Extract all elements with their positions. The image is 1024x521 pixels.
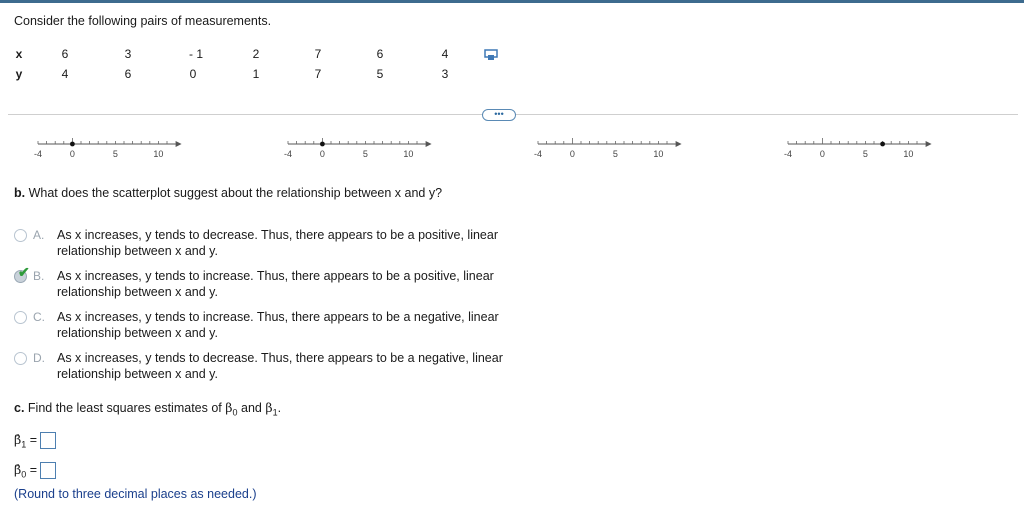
beta0-answer-input[interactable] xyxy=(40,462,56,479)
x-value: 4 xyxy=(441,47,449,61)
rounding-hint: (Round to three decimal places as needed.) xyxy=(14,487,257,501)
tick-label: 10 xyxy=(653,149,664,159)
tick-label: -4 xyxy=(533,149,543,159)
tick-label: 0 xyxy=(569,149,575,159)
option-c-letter: C. xyxy=(33,310,45,324)
option-d[interactable] xyxy=(14,350,534,384)
arrow-head-icon xyxy=(676,141,682,147)
option-a-line2: relationship between x and y. xyxy=(57,244,218,258)
tick-label: 5 xyxy=(612,149,618,159)
y-value: 1 xyxy=(252,67,260,81)
and-text: and xyxy=(241,401,262,415)
beta-symbol: β xyxy=(225,400,233,415)
tick-label: 10 xyxy=(903,149,914,159)
data-point xyxy=(880,142,885,147)
beta-hat-symbol: β̂ xyxy=(14,462,22,477)
option-b-text xyxy=(57,268,527,300)
question-b-prefix: b. xyxy=(14,186,26,200)
beta0-answer-row xyxy=(14,462,56,482)
option-b-line2: relationship between x and y. xyxy=(57,285,218,299)
x-value: - 1 xyxy=(188,47,203,61)
option-a-letter: A. xyxy=(33,228,45,242)
scatterplot-option-c[interactable] xyxy=(530,134,664,160)
tick-label: -4 xyxy=(283,149,293,159)
y-value: 0 xyxy=(189,67,197,81)
tick-label: 10 xyxy=(403,149,414,159)
scatterplot-option-d[interactable] xyxy=(780,134,914,160)
tick-label: 5 xyxy=(362,149,368,159)
tick-label: 5 xyxy=(862,149,868,159)
data-point xyxy=(320,142,325,147)
beta1-answer-input[interactable] xyxy=(40,432,56,449)
x-value: 3 xyxy=(124,47,132,61)
beta-subscript: 0 xyxy=(21,469,27,480)
y-row-label: y xyxy=(15,67,23,81)
radio-c[interactable] xyxy=(14,311,27,324)
beta1-answer-row xyxy=(14,432,56,452)
option-b-line1: As x increases, y tends to increase. Thus, there appears to be a positive, linear xyxy=(57,269,494,283)
option-b[interactable] xyxy=(14,264,534,302)
question-b-text: What does the scatterplot suggest about the relationship between x and y? xyxy=(28,186,443,200)
radio-a[interactable] xyxy=(14,229,27,242)
expand-more-button[interactable]: ••• xyxy=(482,109,516,121)
y-value: 7 xyxy=(314,67,322,81)
copy-data-icon[interactable] xyxy=(484,49,498,61)
tick-label: -4 xyxy=(33,149,43,159)
equals-sign: = xyxy=(29,433,38,447)
y-value: 5 xyxy=(376,67,384,81)
question-b xyxy=(14,186,442,200)
tick-label: 0 xyxy=(319,149,325,159)
option-d-line1: As x increases, y tends to decrease. Thus, there appears to be a negative, linear xyxy=(57,351,503,365)
period: . xyxy=(277,401,282,415)
option-c-text xyxy=(57,309,527,341)
beta-subscript: 1 xyxy=(272,407,278,418)
x-value: 2 xyxy=(252,47,260,61)
y-value: 6 xyxy=(124,67,132,81)
arrow-head-icon xyxy=(176,141,182,147)
checkmark-icon: ✔ xyxy=(18,264,30,280)
question-c-prefix: c. xyxy=(14,401,25,415)
question-c xyxy=(14,400,281,418)
tick-label: 0 xyxy=(69,149,75,159)
tick-label: -4 xyxy=(783,149,793,159)
option-c[interactable] xyxy=(14,309,534,343)
option-a-text xyxy=(57,227,527,259)
beta-subscript: 0 xyxy=(232,407,238,418)
arrow-head-icon xyxy=(926,141,932,147)
option-c-line1: As x increases, y tends to increase. Thus, there appears to be a negative, linear xyxy=(57,310,499,324)
arrow-head-icon xyxy=(426,141,432,147)
option-b-letter: B. xyxy=(33,269,45,283)
radio-d[interactable] xyxy=(14,352,27,365)
option-a[interactable] xyxy=(14,227,534,261)
question-c-text: Find the least squares estimates of xyxy=(27,401,222,415)
tick-label: 5 xyxy=(112,149,118,159)
y-value: 4 xyxy=(61,67,69,81)
beta-symbol: β xyxy=(265,400,273,415)
tick-label: 0 xyxy=(819,149,825,159)
tick-label: 10 xyxy=(153,149,164,159)
beta-subscript: 1 xyxy=(21,439,27,450)
y-value: 3 xyxy=(441,67,449,81)
option-d-text xyxy=(57,350,527,382)
x-row-label: x xyxy=(15,47,23,61)
scatterplot-option-b[interactable] xyxy=(280,134,414,160)
option-d-line2: relationship between x and y. xyxy=(57,367,218,381)
top-accent-bar xyxy=(0,0,1024,3)
question-intro: Consider the following pairs of measurements. xyxy=(14,14,272,28)
option-c-line2: relationship between x and y. xyxy=(57,326,218,340)
x-value: 6 xyxy=(61,47,69,61)
x-value: 7 xyxy=(314,47,322,61)
beta-hat-symbol: β̂ xyxy=(14,432,22,447)
scatterplot-option-a[interactable] xyxy=(30,134,164,160)
option-d-letter: D. xyxy=(33,351,45,365)
equals-sign: = xyxy=(29,463,38,477)
x-value: 6 xyxy=(376,47,384,61)
option-a-line1: As x increases, y tends to decrease. Thus, there appears to be a positive, linear xyxy=(57,228,498,242)
data-point xyxy=(70,142,75,147)
